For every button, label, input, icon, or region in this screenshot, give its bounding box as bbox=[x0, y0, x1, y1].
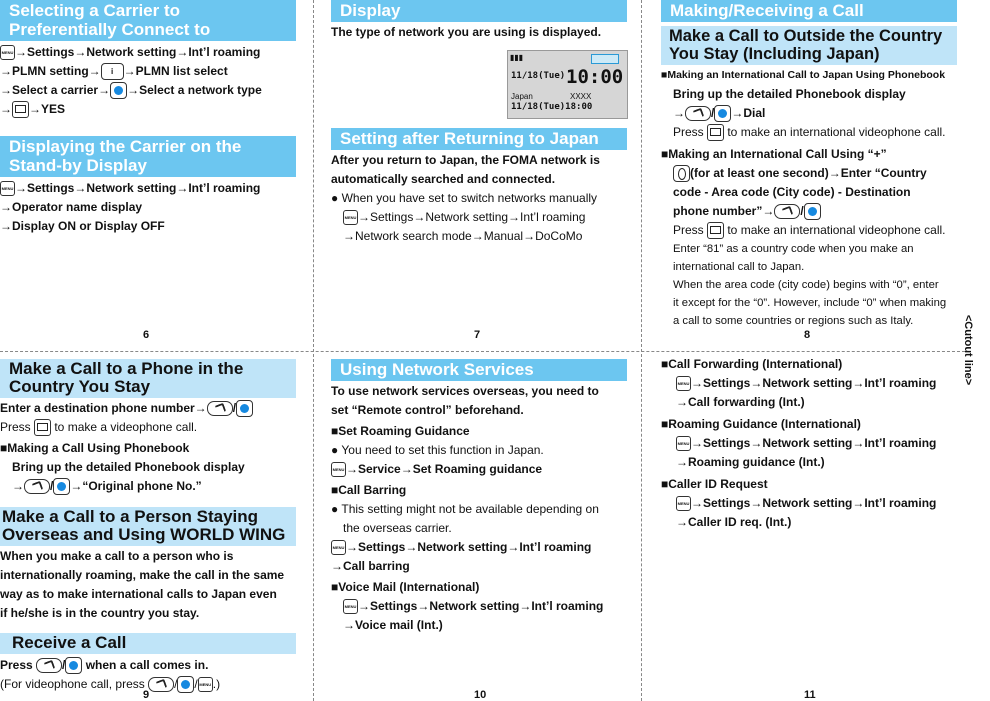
menu-icon: MENU bbox=[676, 496, 691, 511]
center-key-icon bbox=[53, 478, 70, 495]
center-key-icon bbox=[236, 400, 253, 417]
center-key-icon bbox=[714, 105, 731, 122]
call-key-icon bbox=[774, 204, 800, 219]
mail-key-icon bbox=[34, 419, 51, 436]
network-indicator bbox=[591, 54, 619, 64]
zero-key-icon bbox=[673, 165, 690, 182]
section-title: Setting after Returning to Japan bbox=[331, 128, 627, 150]
panel-page-11: ■ Call Forwarding (International) MENU →Settings→Network setting→Int’l roaming →Call forwarding (Int.) ■ Roaming Guidance (International) MENU →Settings→Network setting→Int’l roaming →Roaming guidance (Int.) ■ Caller ID Request MENU →Settings→Network setting→Int’l roaming →Caller ID req. (Int.) bbox=[661, 355, 957, 532]
call-key-icon bbox=[148, 677, 174, 692]
page-number: 6 bbox=[143, 329, 150, 341]
center-key-icon bbox=[65, 657, 82, 674]
menu-icon: MENU bbox=[343, 210, 358, 225]
page-number: 7 bbox=[474, 329, 481, 341]
mail-key-icon bbox=[12, 101, 29, 118]
section-subtitle: Make a Call to Outside the Country You Stay (Including Japan) bbox=[661, 26, 957, 65]
panel-page-10: Using Network Services To use network services overseas, you need to set “Remote control” beforehand. ■ Set Roaming Guidance ● You need to set this function in Japan. MENU →Service→Set Roaming guidance ■ Call Barring ● This setting might not be available depending on the overseas carrier. MENU →Settings→Network setting→Int’l roaming →Call barring ■ Voice Mail (International) MENU →Settings→Network setting→Int’l roaming →Voice mail (Int.) bbox=[331, 359, 627, 635]
menu-icon: MENU bbox=[0, 45, 15, 60]
section-title: Making/Receiving a Call bbox=[661, 0, 957, 22]
section-title: Make a Call to a Person Staying Overseas and Using WORLD WING bbox=[0, 507, 296, 546]
center-key-icon bbox=[177, 676, 194, 693]
cutout-line-label: <Cutout line> bbox=[962, 314, 974, 386]
center-key-icon bbox=[804, 203, 821, 220]
menu-icon: MENU bbox=[331, 540, 346, 555]
section-title: Make a Call to a Phone in the Country You Stay bbox=[0, 359, 296, 398]
section-title: Receive a Call bbox=[0, 633, 296, 654]
menu-icon: MENU bbox=[676, 436, 691, 451]
section-title: Displaying the Carrier on the Stand-by Display bbox=[0, 136, 296, 177]
panel-page-9: Make a Call to a Phone in the Country You Stay Enter a destination phone number→ / Press to make a videophone call. ■ Making a Call Using Phonebook Bring up the detailed Phonebook display → / →“Original phone No.” Make a Call to a Person Staying Overseas and Using WORLD WING When you make a call to a person who is internationally roaming, make the call in the same way as to make international calls to Japan even if he/she is in the country you stay. Receive a Call Press / when a call comes in. (For videophone call, press / / MENU .) bbox=[0, 359, 296, 694]
page-number: 8 bbox=[804, 329, 811, 341]
section-title: Display bbox=[331, 0, 627, 22]
menu-icon: MENU bbox=[331, 462, 346, 477]
call-key-icon bbox=[207, 401, 233, 416]
i-mode-icon: i bbox=[101, 63, 124, 80]
menu-icon: MENU bbox=[0, 181, 15, 196]
menu-icon: MENU bbox=[343, 599, 358, 614]
mail-key-icon bbox=[707, 222, 724, 239]
call-key-icon bbox=[36, 658, 62, 673]
menu-icon: MENU bbox=[676, 376, 691, 391]
antenna-icon: ▮▮▮ bbox=[510, 53, 524, 62]
section-title: Using Network Services bbox=[331, 359, 627, 381]
page-number: 9 bbox=[143, 689, 150, 701]
standby-display-screenshot: ▮▮▮ 11/18(Tue) 10:00 Japan XXXX 11/18(Tue)18:00 bbox=[507, 50, 628, 119]
panel-page-6: Selecting a Carrier to Preferentially Connect to MENU →Settings→Network setting→Int’l roaming →PLMN setting→ i →PLMN list select →Select a carrier→ →Select a network type → →YES Displaying the Carrier on the Stand-by Display MENU →Settings→Network setting→Int’l roaming →Operator name display →Display ON or Display OFF bbox=[0, 0, 296, 236]
call-key-icon bbox=[24, 479, 50, 494]
menu-icon: MENU bbox=[198, 677, 213, 692]
section-title: Selecting a Carrier to Preferentially Connect to bbox=[0, 0, 296, 41]
panel-page-8: Making/Receiving a Call Make a Call to Outside the Country You Stay (Including Japan) ■ Making an International Call to Japan Using Phonebook Bring up the detailed Phonebook display → / →Dial Press to make an international videophone call. ■ Making an International Call Using “+” (for at least one second)→Enter “Country code - Area code (City code) - Destination phone number”→ / Press to make an international videophone call. Enter “81” as a country code when you make an international call to Japan. When the area code (city code) begins with “0”, enter it except for the “0”. However, include “0” when making a call to some countries or regions such as Italy. bbox=[661, 0, 957, 330]
row-divider bbox=[0, 351, 965, 352]
mail-key-icon bbox=[707, 124, 724, 141]
page-number: 11 bbox=[804, 689, 816, 701]
center-key-icon bbox=[110, 82, 127, 99]
call-key-icon bbox=[685, 106, 711, 121]
panel-page-7: Display The type of network you are using is displayed. Setting after Returning to Japan After you return to Japan, the FOMA network is automatically searched and connected. ● When you have set to switch networks manually MENU →Settings→Network setting→Int’l roaming →Network search mode→Manual→DoCoMo bbox=[331, 0, 627, 246]
page-number: 10 bbox=[474, 689, 487, 701]
